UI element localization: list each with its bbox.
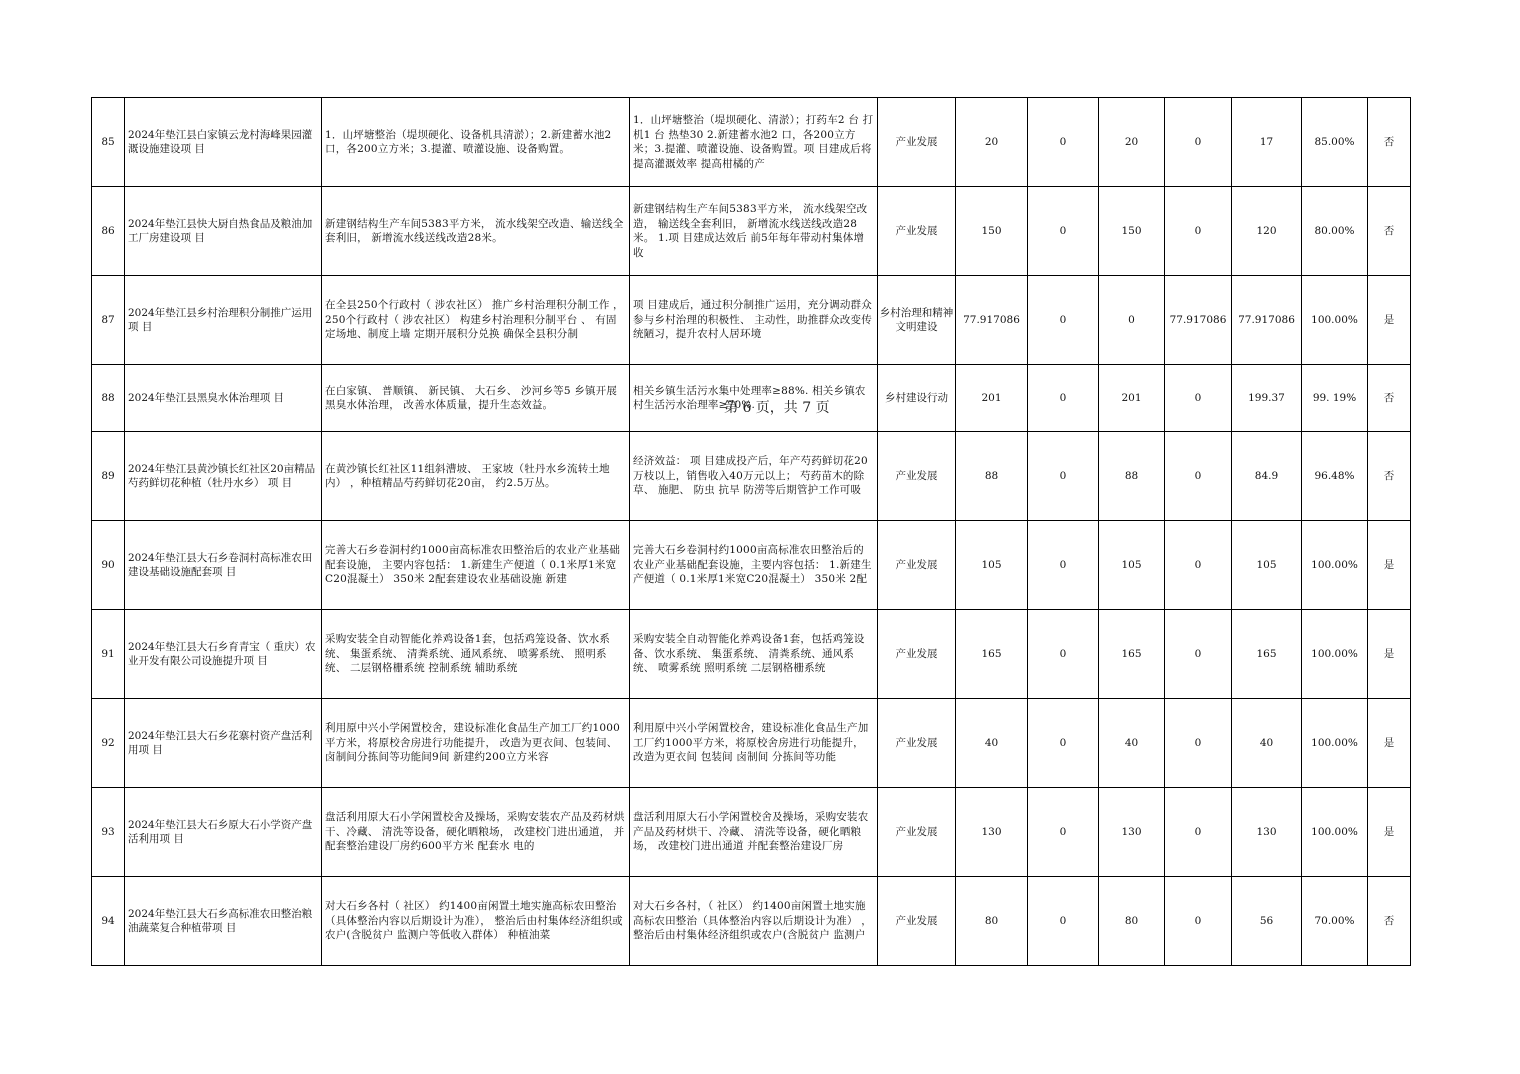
table-row: [92, 699, 1411, 788]
funds-completed-text: 17: [1259, 135, 1274, 148]
funds-col-4-text: 0: [1194, 391, 1202, 404]
completion-rate-text: 100.00%: [1311, 825, 1358, 838]
funds-col-3: [1099, 365, 1165, 432]
project-name: [125, 187, 322, 276]
performance-goal: [630, 187, 878, 276]
project-table: [91, 97, 1411, 966]
funds-completed-text: 105: [1256, 558, 1277, 571]
funds-col-2-text: 0: [1059, 736, 1067, 749]
funds-col-3-text: 130: [1121, 825, 1142, 838]
yes-no-flag: [1368, 699, 1411, 788]
funds-completed: [1232, 365, 1302, 432]
construction-content: [322, 432, 630, 521]
construction-content: [322, 788, 630, 877]
total-funds: [956, 187, 1028, 276]
total-funds: [956, 365, 1028, 432]
table-row: [92, 276, 1411, 365]
funds-col-2: [1028, 276, 1099, 365]
project-name-text: 2024年垫江县大石乡育青宝（ 重庆）农业开发有限公司设施提升项 目: [128, 640, 316, 667]
performance-goal: [630, 699, 878, 788]
row-number: [92, 788, 125, 877]
project-name-text: 2024年垫江县大石乡花寨村资产盘活利用项 目: [128, 729, 313, 756]
row-number: [92, 610, 125, 699]
project-type: [878, 432, 956, 521]
funds-col-2-text: 0: [1059, 647, 1067, 660]
funds-completed-text: 40: [1259, 736, 1274, 749]
project-type: [878, 699, 956, 788]
project-type: [878, 365, 956, 432]
row-number: [92, 432, 125, 521]
funds-col-4-text: 0: [1194, 736, 1202, 749]
project-type-text: 产业发展: [895, 469, 938, 482]
construction-content-text: 盘活利用原大石小学闲置校舍及操场，采购安装农产品及药材烘干、冷藏、 清洗等设备，硬化晒粮场， 改建校门进出通道， 并配套整治建设厂房约600平方米 配套水 电的: [325, 811, 625, 853]
project-name-text: 2024年垫江县白家镇云龙村海峰果园灌溉设施建设项 目: [128, 128, 313, 155]
total-funds-text: 20: [984, 135, 999, 148]
total-funds-text: 40: [984, 736, 999, 749]
performance-goal-text: 相关乡镇生活污水集中处理率≥88%. 相关乡镇农村生活污水治理率≥70%.: [633, 384, 866, 411]
total-funds-text: 88: [984, 469, 999, 482]
funds-col-4: [1165, 187, 1232, 276]
funds-completed-text: 56: [1259, 914, 1274, 927]
funds-col-4-text: 0: [1194, 825, 1202, 838]
total-funds-text: 130: [981, 825, 1002, 838]
performance-goal-text: 新建钢结构生产车间5383平方米， 流水线架空改造， 输送线全套利旧， 新增流水线送线改造28米。 1.项 目建成达效后 前5年每年带动村集体增收: [633, 203, 868, 259]
yes-no-flag-text: 是: [1383, 825, 1395, 838]
performance-goal-text: 经济效益： 项 目建成投产后，年产芍药鲜切花20万枝以上，销售收入40万元以上； 芍药苗木的除草、 施肥、 防虫 抗旱 防涝等后期管护工作可吸: [633, 455, 868, 497]
funds-col-4: [1165, 521, 1232, 610]
completion-rate: [1302, 365, 1368, 432]
funds-col-3: [1099, 610, 1165, 699]
project-name-text: 2024年垫江县黑臭水体治理项 目: [128, 391, 285, 404]
funds-col-2: [1028, 521, 1099, 610]
completion-rate: [1302, 276, 1368, 365]
performance-goal-text: 采购安装全自动智能化养鸡设备1套，包括鸡笼设备、饮水系统、 集蛋系统、 清粪系统、通风系统、 喷雾系统 照明系统 二层钢格栅系统: [633, 633, 865, 675]
funds-col-4-text: 0: [1194, 135, 1202, 148]
project-type-text: 产业发展: [895, 914, 938, 927]
completion-rate-text: 100.00%: [1311, 647, 1358, 660]
funds-completed-text: 130: [1256, 825, 1277, 838]
funds-completed: [1232, 521, 1302, 610]
project-name: [125, 699, 322, 788]
yes-no-flag: [1368, 788, 1411, 877]
funds-col-2-text: 0: [1059, 558, 1067, 571]
project-type-text: 产业发展: [895, 558, 938, 571]
total-funds-text: 80: [984, 914, 999, 927]
funds-col-2: [1028, 187, 1099, 276]
funds-col-4: [1165, 98, 1232, 187]
page-number: 第 6 页，共 7 页: [724, 400, 830, 416]
row-number: [92, 521, 125, 610]
project-name: [125, 877, 322, 966]
project-name: [125, 521, 322, 610]
project-type: [878, 521, 956, 610]
total-funds: [956, 699, 1028, 788]
project-name: [125, 276, 322, 365]
funds-col-4: [1165, 365, 1232, 432]
completion-rate: [1302, 98, 1368, 187]
row-number: [92, 276, 125, 365]
funds-col-2: [1028, 788, 1099, 877]
funds-completed: [1232, 877, 1302, 966]
completion-rate-text: 80.00%: [1314, 224, 1355, 237]
project-name: [125, 610, 322, 699]
project-name: [125, 432, 322, 521]
funds-col-4: [1165, 877, 1232, 966]
row-number: [92, 187, 125, 276]
performance-goal-text: 利用原中兴小学闲置校舍，建设标准化食品生产加工厂约1000平方米，将原校舍房进行功能提升， 改造为更衣间 包装间 卤制间 分拣间等功能: [633, 722, 869, 764]
table-row: [92, 877, 1411, 966]
project-type-text: 产业发展: [895, 135, 938, 148]
construction-content-text: 利用原中兴小学闲置校舍，建设标准化食品生产加工厂约1000平方米，将原校舍房进行功能提升， 改造为更衣间、包装间、 卤制间分拣间等功能间9间 新建约200立方米容: [325, 722, 621, 764]
funds-col-4: [1165, 699, 1232, 788]
completion-rate-text: 100.00%: [1311, 313, 1358, 326]
funds-completed-text: 120: [1256, 224, 1277, 237]
funds-col-2: [1028, 98, 1099, 187]
construction-content-text: 在全县250个行政村（ 涉农社区） 推广乡村治理积分制工作 ，250个行政村（ 涉农社区） 构建乡村治理积分制平台 、 有固定场地、制度上墙 定期开展积分兑换 确保全县积分制: [325, 299, 624, 341]
completion-rate: [1302, 699, 1368, 788]
performance-goal-text: 1．山坪塘整治（堤坝硬化、清淤）；打药车2 台 打 机1 台 热垫30 2.新建蓄水池2 口，各200立方米；3.提灌、喷灌设施、设备购置。项 目建成后将提高灌溉效率 提高柑橘的产: [633, 114, 874, 170]
performance-goal-text: 盘活利用原大石小学闲置校舍及操场，采购安装农产品及药材烘干、冷藏、 清洗等设备，硬化晒粮场， 改建校门进出通道 并配套整治建设厂房: [633, 811, 869, 853]
project-name-text: 2024年垫江县大石乡卷洞村高标准农田建设基础设施配套项 目: [128, 551, 313, 578]
performance-goal-text: 对大石乡各村，（ 社区） 约1400亩闲置土地实施高标农田整治（具体整治内容以后期设计为准） ，整治后由村集体经济组织或农户(含脱贫户 监测户: [633, 900, 872, 942]
funds-col-2: [1028, 365, 1099, 432]
construction-content: [322, 699, 630, 788]
total-funds: [956, 788, 1028, 877]
funds-col-3: [1099, 877, 1165, 966]
yes-no-flag: [1368, 521, 1411, 610]
funds-col-2-text: 0: [1059, 469, 1067, 482]
funds-col-2-text: 0: [1059, 135, 1067, 148]
completion-rate: [1302, 788, 1368, 877]
yes-no-flag-text: 是: [1383, 558, 1395, 571]
total-funds-text: 105: [981, 558, 1002, 571]
construction-content-text: 对大石乡各村（ 社区） 约1400亩闲置土地实施高标农田整治（具体整治内容以后期设计为准）， 整治后由村集体经济组织或农户(含脱贫户 监测户等低收入群体） 种植油菜: [325, 900, 623, 942]
project-type-text: 产业发展: [895, 825, 938, 838]
construction-content-text: 完善大石乡卷洞村约1000亩高标准农田整治后的农业产业基础配套设施， 主要内容包括： 1.新建生产便道（ 0.1米厚1米宽C20混凝土） 350米 2配套建设农业基础设施 新建: [325, 544, 621, 586]
funds-col-4-text: 0: [1194, 647, 1202, 660]
construction-content-text: 1．山坪塘整治（堤坝硬化、设备机具清淤）；2.新建蓄水池2 口，各200立方米；3.提灌、喷灌设施、设备购置。: [325, 128, 612, 155]
row-number-text: 88: [101, 391, 115, 404]
funds-col-3-text: 40: [1124, 736, 1139, 749]
funds-col-3-text: 80: [1124, 914, 1139, 927]
construction-content: [322, 98, 630, 187]
project-type-text: 乡村治理和精神文明建设: [879, 306, 954, 333]
total-funds: [956, 610, 1028, 699]
yes-no-flag: [1368, 98, 1411, 187]
funds-col-3: [1099, 187, 1165, 276]
funds-completed: [1232, 788, 1302, 877]
yes-no-flag: [1368, 432, 1411, 521]
row-number-text: 87: [101, 313, 115, 326]
table-row: [92, 788, 1411, 877]
table-row: [92, 187, 1411, 276]
funds-col-4-text: 0: [1194, 224, 1202, 237]
row-number: [92, 365, 125, 432]
funds-col-3: [1099, 98, 1165, 187]
project-type-text: 产业发展: [895, 647, 938, 660]
funds-col-2: [1028, 432, 1099, 521]
funds-col-4: [1165, 788, 1232, 877]
yes-no-flag-text: 是: [1383, 313, 1395, 326]
construction-content: [322, 877, 630, 966]
funds-col-2-text: 0: [1059, 825, 1067, 838]
yes-no-flag-text: 否: [1383, 391, 1395, 404]
total-funds: [956, 521, 1028, 610]
funds-col-3: [1099, 432, 1165, 521]
row-number-text: 90: [101, 558, 115, 571]
funds-completed: [1232, 432, 1302, 521]
performance-goal: [630, 432, 878, 521]
yes-no-flag-text: 否: [1383, 135, 1395, 148]
funds-completed-text: 199.37: [1248, 391, 1285, 404]
construction-content: [322, 365, 630, 432]
table-row: [92, 521, 1411, 610]
funds-col-3-text: 0: [1128, 313, 1135, 326]
funds-completed: [1232, 98, 1302, 187]
row-number-text: 89: [101, 469, 115, 482]
yes-no-flag: [1368, 610, 1411, 699]
table-row: [92, 610, 1411, 699]
table-row: [92, 98, 1411, 187]
row-number-text: 93: [101, 825, 115, 838]
funds-col-3: [1099, 521, 1165, 610]
table-row: [92, 432, 1411, 521]
funds-col-3-text: 201: [1121, 391, 1142, 404]
project-type: [878, 877, 956, 966]
row-number: [92, 699, 125, 788]
total-funds-text: 165: [981, 647, 1002, 660]
performance-goal: [630, 98, 878, 187]
construction-content: [322, 187, 630, 276]
funds-col-2-text: 0: [1059, 313, 1067, 326]
funds-completed-text: 84.9: [1254, 469, 1279, 482]
yes-no-flag-text: 是: [1383, 736, 1395, 749]
yes-no-flag: [1368, 877, 1411, 966]
completion-rate: [1302, 187, 1368, 276]
funds-col-4-text: 0: [1194, 914, 1202, 927]
performance-goal: [630, 788, 878, 877]
yes-no-flag-text: 否: [1383, 469, 1395, 482]
row-number-text: 91: [101, 647, 115, 660]
row-number-text: 86: [101, 224, 115, 237]
construction-content: [322, 610, 630, 699]
project-type-text: 乡村建设行动: [885, 391, 948, 404]
project-name-text: 2024年垫江县黄沙镇长红社区20亩精品芍药鲜切花种植（牡丹水乡） 项 目: [128, 462, 316, 489]
yes-no-flag-text: 否: [1383, 914, 1395, 927]
completion-rate: [1302, 610, 1368, 699]
construction-content-text: 在白家镇、 普顺镇、 新民镇、 大石乡、 沙河乡等5 乡镇开展黑臭水体治理， 改善水体质量，提升生态效益。: [325, 384, 618, 411]
total-funds: [956, 276, 1028, 365]
row-number: [92, 98, 125, 187]
completion-rate: [1302, 432, 1368, 521]
project-name: [125, 788, 322, 877]
row-number: [92, 877, 125, 966]
row-number-text: 94: [101, 914, 115, 927]
funds-col-2: [1028, 610, 1099, 699]
funds-col-4: [1165, 610, 1232, 699]
funds-completed-text: 165: [1256, 647, 1277, 660]
funds-col-2-text: 0: [1059, 391, 1067, 404]
yes-no-flag-text: 否: [1383, 224, 1395, 237]
performance-goal: [630, 276, 878, 365]
funds-col-2-text: 0: [1059, 224, 1067, 237]
performance-goal: [630, 610, 878, 699]
funds-col-3-text: 105: [1121, 558, 1142, 571]
funds-col-4: [1165, 276, 1232, 365]
funds-col-3-text: 20: [1124, 135, 1139, 148]
project-name-text: 2024年垫江县大石乡高标准农田整治粮油蔬菜复合种植带项 目: [128, 907, 313, 934]
completion-rate-text: 99. 19%: [1312, 391, 1357, 404]
project-name-text: 2024年垫江县快大厨自热食品及粮油加工厂房建设项 目: [128, 217, 313, 244]
funds-col-4-text: 0: [1194, 558, 1202, 571]
completion-rate-text: 85.00%: [1314, 135, 1355, 148]
project-type: [878, 187, 956, 276]
completion-rate: [1302, 521, 1368, 610]
yes-no-flag: [1368, 365, 1411, 432]
performance-goal: [630, 521, 878, 610]
funds-col-2: [1028, 699, 1099, 788]
funds-col-3-text: 165: [1121, 647, 1142, 660]
project-name: [125, 365, 322, 432]
project-name-text: 2024年垫江县乡村治理积分制推广运用项 目: [128, 306, 313, 333]
total-funds-text: 150: [981, 224, 1002, 237]
performance-goal-text: 完善大石乡卷洞村约1000亩高标准农田整治后的农业产业基础配套设施，主要内容包括： 1.新建生产便道（ 0.1米厚1米宽C20混凝土） 350米 2配: [633, 544, 872, 586]
funds-col-3: [1099, 699, 1165, 788]
funds-col-3: [1099, 276, 1165, 365]
project-type: [878, 610, 956, 699]
completion-rate: [1302, 877, 1368, 966]
completion-rate-text: 100.00%: [1311, 736, 1358, 749]
construction-content: [322, 521, 630, 610]
yes-no-flag-text: 是: [1383, 647, 1395, 660]
row-number-text: 92: [101, 736, 115, 749]
project-type: [878, 98, 956, 187]
funds-col-4-text: 77.917086: [1169, 313, 1227, 326]
funds-col-2-text: 0: [1059, 914, 1067, 927]
total-funds: [956, 98, 1028, 187]
row-number-text: 85: [101, 135, 115, 148]
construction-content-text: 采购安装全自动智能化养鸡设备1套，包括鸡笼设备、饮水系统、 集蛋系统、 清粪系统、通风系统、 喷雾系统、 照明系统、 二层钢格栅系统 控制系统 辅助系统: [325, 633, 611, 675]
funds-col-3-text: 150: [1121, 224, 1142, 237]
performance-goal: [630, 877, 878, 966]
project-type: [878, 788, 956, 877]
funds-completed: [1232, 610, 1302, 699]
completion-rate-text: 70.00%: [1314, 914, 1355, 927]
table-body: [92, 98, 1411, 966]
total-funds-text: 77.917086: [963, 313, 1020, 326]
yes-no-flag: [1368, 276, 1411, 365]
funds-col-4-text: 0: [1194, 469, 1202, 482]
completion-rate-text: 100.00%: [1311, 558, 1358, 571]
project-type: [878, 276, 956, 365]
total-funds: [956, 877, 1028, 966]
total-funds-text: 201: [981, 391, 1002, 404]
total-funds: [956, 432, 1028, 521]
funds-completed: [1232, 276, 1302, 365]
funds-completed: [1232, 699, 1302, 788]
funds-col-3-text: 88: [1124, 469, 1139, 482]
project-type-text: 产业发展: [895, 736, 938, 749]
yes-no-flag: [1368, 187, 1411, 276]
project-name-text: 2024年垫江县大石乡原大石小学资产盘活利用项 目: [128, 818, 313, 845]
project-name: [125, 98, 322, 187]
construction-content-text: 在黄沙镇长红社区11组斜漕坡、 王家坡（牡丹水乡流转土地内） ，种植精品芍药鲜切花20亩， 约2.5万丛。: [325, 462, 610, 489]
funds-completed-text: 77.917086: [1238, 313, 1295, 326]
project-type-text: 产业发展: [895, 224, 938, 237]
funds-completed: [1232, 187, 1302, 276]
funds-col-3: [1099, 788, 1165, 877]
funds-col-2: [1028, 877, 1099, 966]
construction-content: [322, 276, 630, 365]
funds-col-4: [1165, 432, 1232, 521]
completion-rate-text: 96.48%: [1314, 469, 1355, 482]
construction-content-text: 新建钢结构生产车间5383平方米， 流水线架空改造、输送线全套利旧， 新增流水线送线改造28米。: [325, 217, 624, 244]
performance-goal-text: 项 目建成后，通过积分制推广运用，充分调动群众参与乡村治理的积极性、 主动性，助推群众改变传统陋习，提升农村人居环境: [633, 299, 872, 341]
